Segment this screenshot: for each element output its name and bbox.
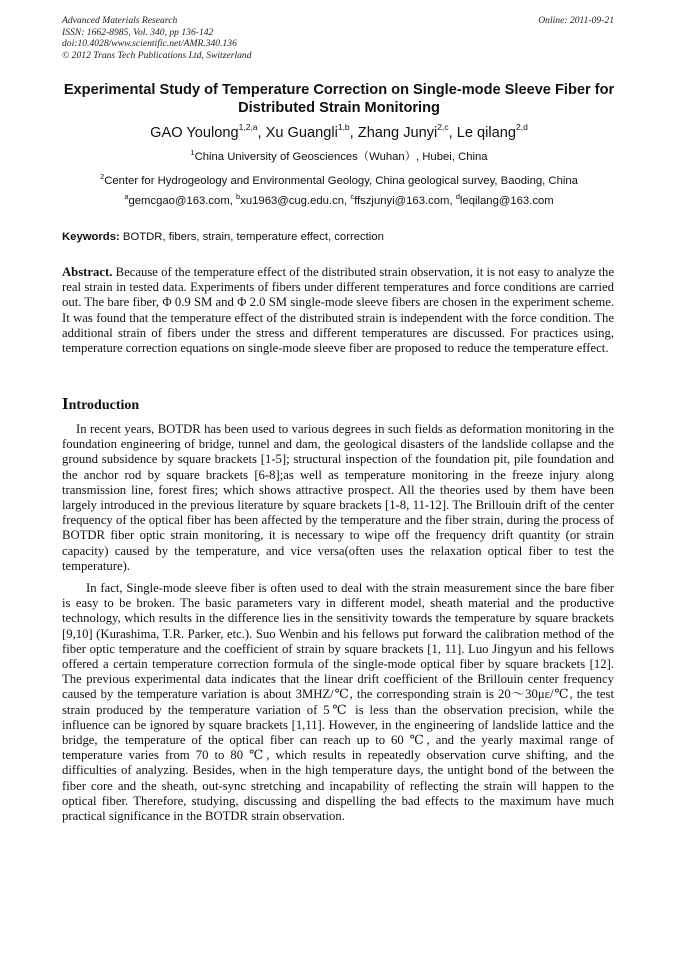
journal-name: Advanced Materials Research	[62, 15, 178, 26]
affiliation-1	[40, 150, 638, 164]
author-separator: ,	[448, 125, 457, 141]
email-separator: ,	[229, 195, 237, 207]
email-address[interactable]: ffszjunyi@163.com	[354, 195, 450, 207]
keywords-label: Keywords:	[62, 231, 120, 243]
affiliation-mark: 2	[100, 172, 105, 182]
journal-issn: ISSN: 1662-8985, Vol. 340, pp 136-142	[62, 26, 214, 38]
author-affil-mark: 2,c	[437, 122, 449, 133]
email-separator: ,	[344, 195, 351, 207]
author-separator: ,	[257, 125, 266, 141]
paper-title: Experimental Study of Temperature Correction on Single-mode Sleeve Fiber for Distributed Strain Monitoring	[63, 82, 615, 116]
author-affil-mark: 1,b	[337, 122, 350, 133]
affiliation-text: Center for Hydrogeology and Environmental Geology, China geological survey, Baoding, China	[104, 175, 578, 187]
section-heading-introduction	[62, 395, 139, 415]
author-affil-mark: 1,2,a	[238, 122, 258, 133]
abstract-label: Abstract.	[62, 265, 113, 279]
intro-paragraph-2: In fact, Single-mode sleeve fiber is often used to deal with the strain measurement since the bare fiber is easy to be broken. The basic parameters vary in different model, sheath material and the productive technology, which results in the difference lies in the sensitivity towards the temperature by square brackets [9,10] (Kurashima, T.R. Parker, etc.). Suo Wenbin and his fellows put forward the calibration method of the fiber optic temperature and the coefficient of strain by square brackets [1, 11]. Luo Jingyun and his fellows offered a certain temperature correction formula of the single-mode optical fiber by square brackets [12]. The previous experimental data indicates that the linear drift coefficient of the Brillouin center frequency caused by the temperature variation is about 3MHZ/℃, the corresponding strain is 20～30με/℃, the test strain produced by the temperature variation of 5℃ is less than the observation precision, while the influence can be ignored by square brackets [1,11]. However, in the engineering of landslide lattice and the bridge, the temperature of the optical fiber can reach up to 60 ℃, and the yearly maximal range of temperature varies from 70 to 80 ℃, which results in repeatedly observation curve shifting, and the difficulties of analyzing. Besides, when in the high temperature days, the untight bond of the between the fiber core and the sheath, out-sync stretching and incapability of reflecting the strain will happen to the optical fiber. Therefore, studying, discussing and dispelling the bad effects to the maximum have much practical significance in the BOTDR strain observation.	[62, 581, 614, 824]
email-separator: ,	[449, 195, 456, 207]
abstract	[62, 265, 614, 356]
email-address[interactable]: gemcgao@163.com	[128, 195, 230, 207]
affiliation-2	[40, 174, 638, 188]
author-separator: ,	[349, 125, 358, 141]
author-name: Le qilang	[456, 125, 516, 141]
online-date: Online: 2011-09-21	[538, 15, 614, 26]
email-list	[40, 194, 638, 208]
author-name: Zhang Junyi	[357, 125, 438, 141]
author-name: GAO Youlong	[150, 125, 239, 141]
keywords	[62, 230, 614, 244]
email-mark: d	[455, 192, 460, 202]
affiliation-text: China University of Geosciences（Wuhan）, Hubei, China	[194, 151, 488, 163]
email-mark: a	[124, 192, 129, 202]
author-name: Xu Guangli	[265, 125, 338, 141]
author-list	[40, 124, 638, 142]
email-mark: c	[350, 192, 355, 202]
abstract-text: Because of the temperature effect of the distributed strain observation, it is not easy to analyze the real strain in tested data. Experiments of fibers under different temperatures and force conditions are carried out. The bare fiber, Φ 0.9 SM and Φ 2.0 SM single-mode sleeve fibers are chosen in the experiment scheme. It was found that the temperature effect of the distributed strain is independent with the force condition. The additional strain of fibers under the stress and different temperatures are discussed. For practices using, temperature correction equations on single-mode sleeve fiber are proposed to reduce the temperature effect.	[62, 265, 614, 356]
email-address[interactable]: xu1963@cug.edu.cn	[240, 195, 345, 207]
author-affil-mark: 2,d	[516, 122, 528, 133]
email-address[interactable]: leqilang@163.com	[459, 195, 554, 207]
affiliation-mark: 1	[190, 148, 195, 158]
email-mark: b	[236, 192, 241, 202]
heading-capital: I	[62, 394, 69, 413]
journal-header	[62, 15, 614, 61]
intro-paragraph-1: In recent years, BOTDR has been used to various degrees in such fields as deformation monitoring in the foundation engineering of bridge, tunnel and dam, the geological disasters of the landslide collapse and the ground subsidence by square brackets [1-5]; structural inspection of the foundation pit, pile foundation and the anchor rod by square brackets [6-8];as well as temperature monitoring in the freeze injury along transmission line, forest fires; which shows attractive prospect. All the theories used by them have been largely introduced in the previous literature by square brackets [1-8, 11-12]. The Brillouin drift of the center frequency of the optical fiber has been affected by the temperature and the fiber strain, during the process of BOTDR fiber optic strain monitoring, it is necessary to wipe off the frequency drift quantity (or strain capacity) caused by the temperature, and vice versa(often uses the relaxation optical fiber to test the temperature).	[62, 422, 614, 573]
keywords-text: BOTDR, fibers, strain, temperature effect, correction	[119, 231, 384, 243]
heading-rest: ntroduction	[68, 398, 140, 413]
journal-copyright: © 2012 Trans Tech Publications Ltd, Switzerland	[62, 49, 252, 61]
journal-doi: doi:10.4028/www.scientific.net/AMR.340.136	[62, 38, 237, 49]
